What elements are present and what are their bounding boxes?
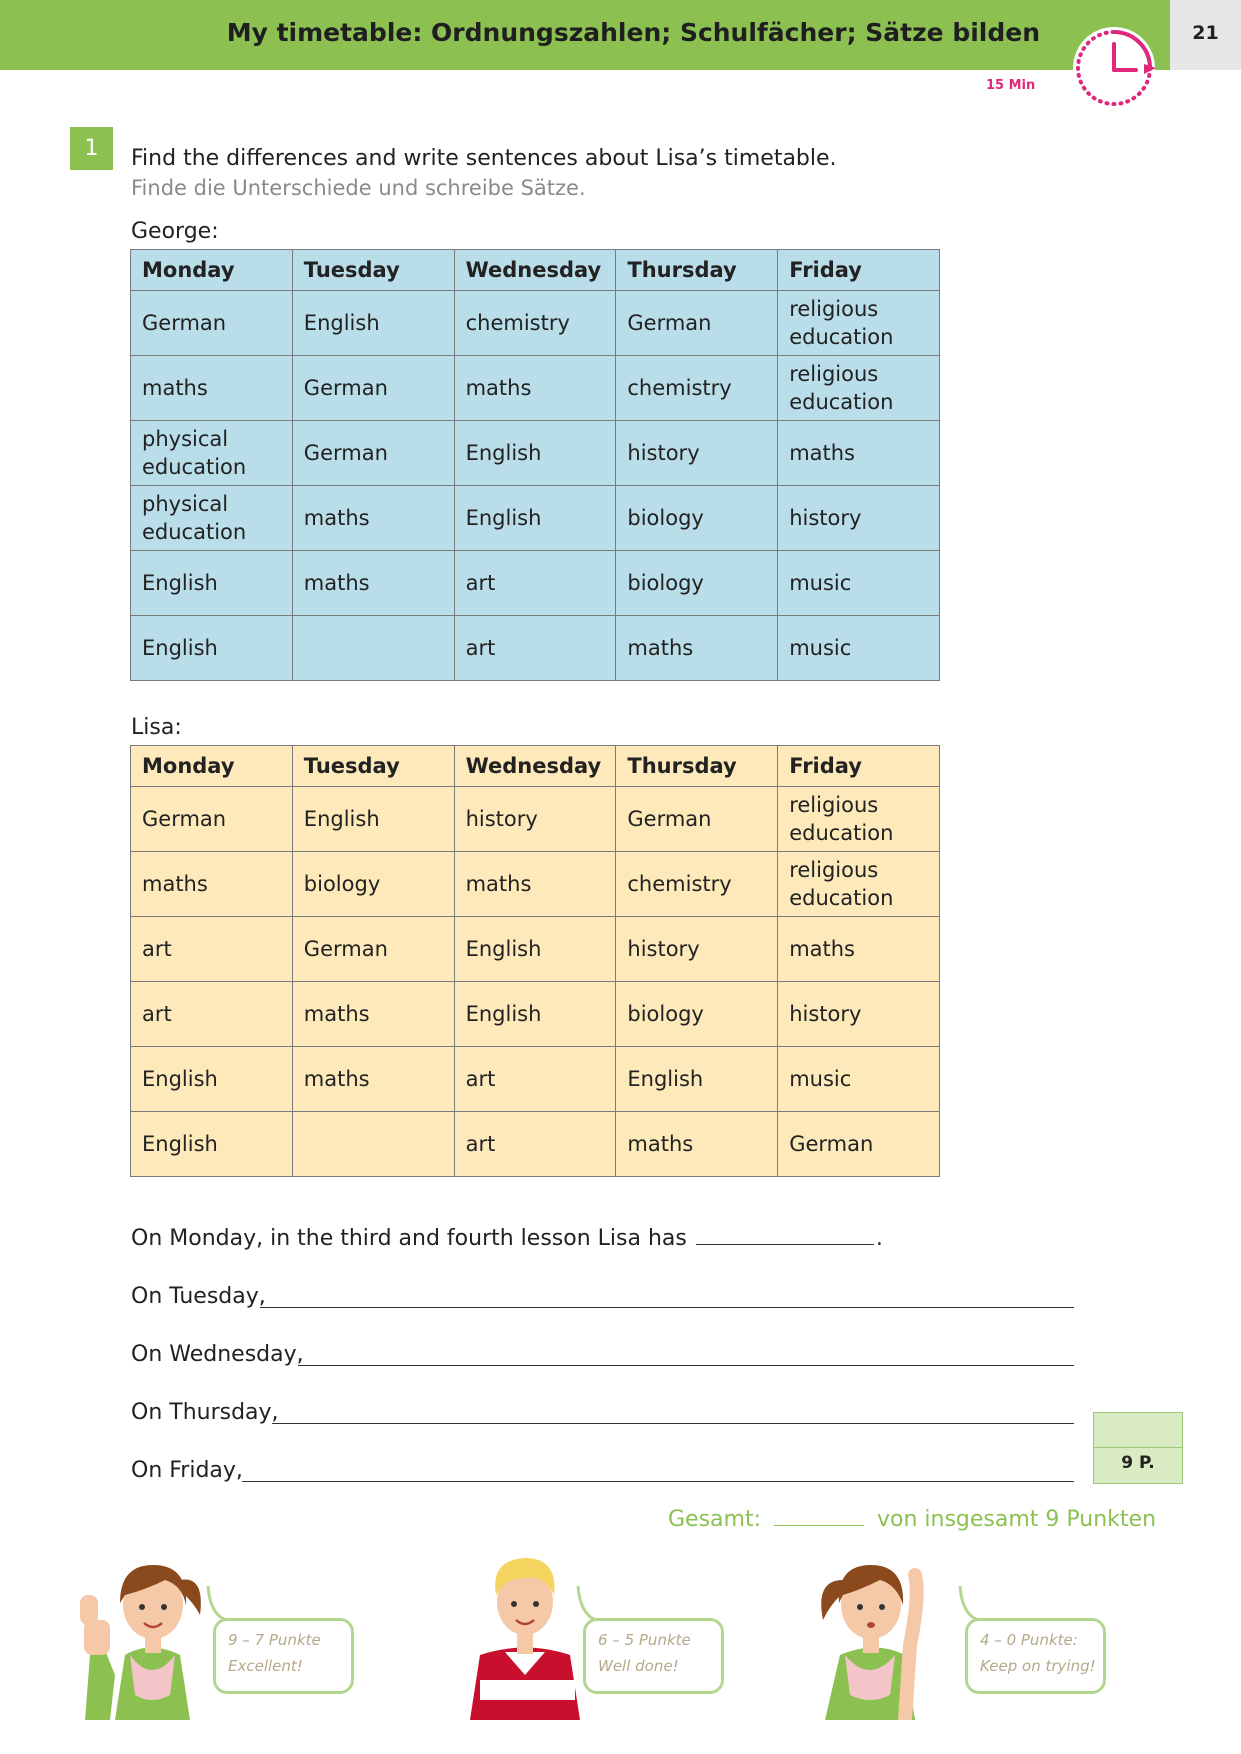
table-row <box>131 486 940 551</box>
table-cell: German <box>616 787 778 852</box>
table-row <box>131 982 940 1047</box>
clock-icon <box>1070 24 1158 112</box>
table-cell: German <box>292 421 454 486</box>
answer-line-wednesday[interactable] <box>298 1365 1074 1366</box>
george-label: George: <box>131 219 219 244</box>
total-blank[interactable] <box>774 1525 864 1526</box>
table-row <box>131 917 940 982</box>
table-cell: maths <box>454 852 616 917</box>
speech-bubble-keep-trying <box>965 1618 1106 1694</box>
bubble-tail-icon <box>956 1584 982 1624</box>
table-cell: art <box>454 551 616 616</box>
total-score <box>668 1507 1156 1532</box>
table-cell: biology <box>616 486 778 551</box>
table-cell: English <box>454 982 616 1047</box>
header-bar <box>0 0 1170 70</box>
table-row <box>131 291 940 356</box>
table-cell: chemistry <box>454 291 616 356</box>
header-cell: Monday <box>131 746 293 787</box>
sentence-monday <box>131 1226 883 1251</box>
girl-thumbs-up-illustration <box>70 1535 230 1720</box>
table-cell: physical education <box>131 486 293 551</box>
table-cell: history <box>778 486 940 551</box>
table-cell: German <box>292 917 454 982</box>
sentence-monday-text: On Monday, in the third and fourth lesson Lisa has <box>131 1226 687 1251</box>
header-cell: Wednesday <box>454 746 616 787</box>
sentence-thursday: On Thursday, <box>131 1400 279 1425</box>
table-cell: art <box>131 982 293 1047</box>
rating-comment-3: Keep on trying! <box>980 1657 1096 1675</box>
header-cell: Monday <box>131 250 293 291</box>
table-cell: English <box>131 1112 293 1177</box>
table-header-row <box>131 250 940 291</box>
table-row <box>131 1112 940 1177</box>
george-timetable <box>130 249 940 681</box>
table-cell: art <box>131 917 293 982</box>
table-cell: maths <box>131 852 293 917</box>
header-cell: Tuesday <box>292 250 454 291</box>
table-row <box>131 551 940 616</box>
speech-bubble-excellent <box>213 1618 354 1694</box>
answer-line-friday[interactable] <box>242 1481 1074 1482</box>
table-cell: music <box>778 551 940 616</box>
page-number: 21 <box>1192 22 1219 44</box>
table-cell: music <box>778 1047 940 1112</box>
table-cell: maths <box>131 356 293 421</box>
total-suffix: von insgesamt 9 Punkten <box>877 1507 1157 1532</box>
header-cell: Thursday <box>616 250 778 291</box>
table-cell <box>292 616 454 681</box>
sentence-wednesday: On Wednesday, <box>131 1342 304 1367</box>
table-cell: music <box>778 616 940 681</box>
table-cell: religious education <box>778 356 940 421</box>
table-cell: maths <box>616 1112 778 1177</box>
table-cell: chemistry <box>616 356 778 421</box>
header-cell: Wednesday <box>454 250 616 291</box>
table-cell: English <box>454 421 616 486</box>
table-cell: English <box>454 486 616 551</box>
lisa-timetable <box>130 745 940 1177</box>
speech-bubble-well-done <box>583 1618 724 1694</box>
header-cell: Tuesday <box>292 746 454 787</box>
table-cell: chemistry <box>616 852 778 917</box>
table-header-row <box>131 746 940 787</box>
time-label: 15 Min <box>986 78 1036 93</box>
score-points: 9 P. <box>1121 1453 1155 1473</box>
page-title: My timetable: Ordnungszahlen; Schulfächer; Sätze bilden <box>226 18 1040 47</box>
table-cell: German <box>131 291 293 356</box>
task-number: 1 <box>70 127 113 170</box>
table-row <box>131 616 940 681</box>
table-cell: English <box>616 1047 778 1112</box>
table-cell: German <box>292 356 454 421</box>
header-cell: Friday <box>778 250 940 291</box>
rating-range-1: 9 – 7 Punkte <box>228 1631 321 1649</box>
table-cell: German <box>616 291 778 356</box>
table-cell: English <box>454 917 616 982</box>
table-cell: religious education <box>778 291 940 356</box>
table-cell: maths <box>616 616 778 681</box>
table-cell: art <box>454 1047 616 1112</box>
answer-blank[interactable] <box>696 1226 874 1245</box>
table-cell: history <box>616 917 778 982</box>
table-cell: history <box>616 421 778 486</box>
header-cell: Friday <box>778 746 940 787</box>
answer-line-tuesday[interactable] <box>260 1307 1074 1308</box>
boy-arms-crossed-illustration <box>450 1540 600 1720</box>
table-cell: English <box>292 291 454 356</box>
table-cell: English <box>292 787 454 852</box>
table-cell <box>292 1112 454 1177</box>
table-cell: history <box>454 787 616 852</box>
score-box <box>1093 1412 1183 1484</box>
rating-comment-1: Excellent! <box>228 1657 303 1675</box>
table-cell: religious education <box>778 787 940 852</box>
table-cell: art <box>454 1112 616 1177</box>
rating-comment-2: Well done! <box>598 1657 679 1675</box>
table-cell: physical education <box>131 421 293 486</box>
instruction-english: Find the differences and write sentences about Lisa’s timetable. <box>131 146 837 171</box>
table-cell: maths <box>292 1047 454 1112</box>
table-row <box>131 356 940 421</box>
table-cell: maths <box>292 982 454 1047</box>
header-cell: Thursday <box>616 746 778 787</box>
table-cell: history <box>778 982 940 1047</box>
table-cell: maths <box>778 917 940 982</box>
table-cell: maths <box>778 421 940 486</box>
table-cell: maths <box>292 486 454 551</box>
table-row <box>131 1047 940 1112</box>
table-cell: maths <box>454 356 616 421</box>
girl-thinking-illustration <box>805 1535 965 1720</box>
bubble-tail-icon <box>574 1584 600 1624</box>
table-cell: English <box>131 1047 293 1112</box>
lisa-label: Lisa: <box>131 715 182 740</box>
table-cell: English <box>131 551 293 616</box>
table-cell: biology <box>616 982 778 1047</box>
table-cell: German <box>778 1112 940 1177</box>
table-cell: maths <box>292 551 454 616</box>
rating-range-3: 4 – 0 Punkte: <box>980 1631 1078 1649</box>
sentence-monday-end: . <box>875 1226 883 1251</box>
total-prefix: Gesamt: <box>668 1507 761 1532</box>
table-cell: biology <box>292 852 454 917</box>
bubble-tail-icon <box>204 1584 230 1624</box>
table-cell: religious education <box>778 852 940 917</box>
table-row <box>131 421 940 486</box>
table-cell: German <box>131 787 293 852</box>
sentence-tuesday: On Tuesday, <box>131 1284 266 1309</box>
rating-range-2: 6 – 5 Punkte <box>598 1631 691 1649</box>
page-number-box <box>1170 0 1241 70</box>
table-row <box>131 787 940 852</box>
table-cell: art <box>454 616 616 681</box>
instruction-german: Finde die Unterschiede und schreibe Sätze. <box>131 176 586 200</box>
table-row <box>131 852 940 917</box>
score-divider <box>1094 1447 1182 1448</box>
answer-line-thursday[interactable] <box>272 1423 1074 1424</box>
table-cell: English <box>131 616 293 681</box>
table-cell: biology <box>616 551 778 616</box>
sentence-friday: On Friday, <box>131 1458 243 1483</box>
